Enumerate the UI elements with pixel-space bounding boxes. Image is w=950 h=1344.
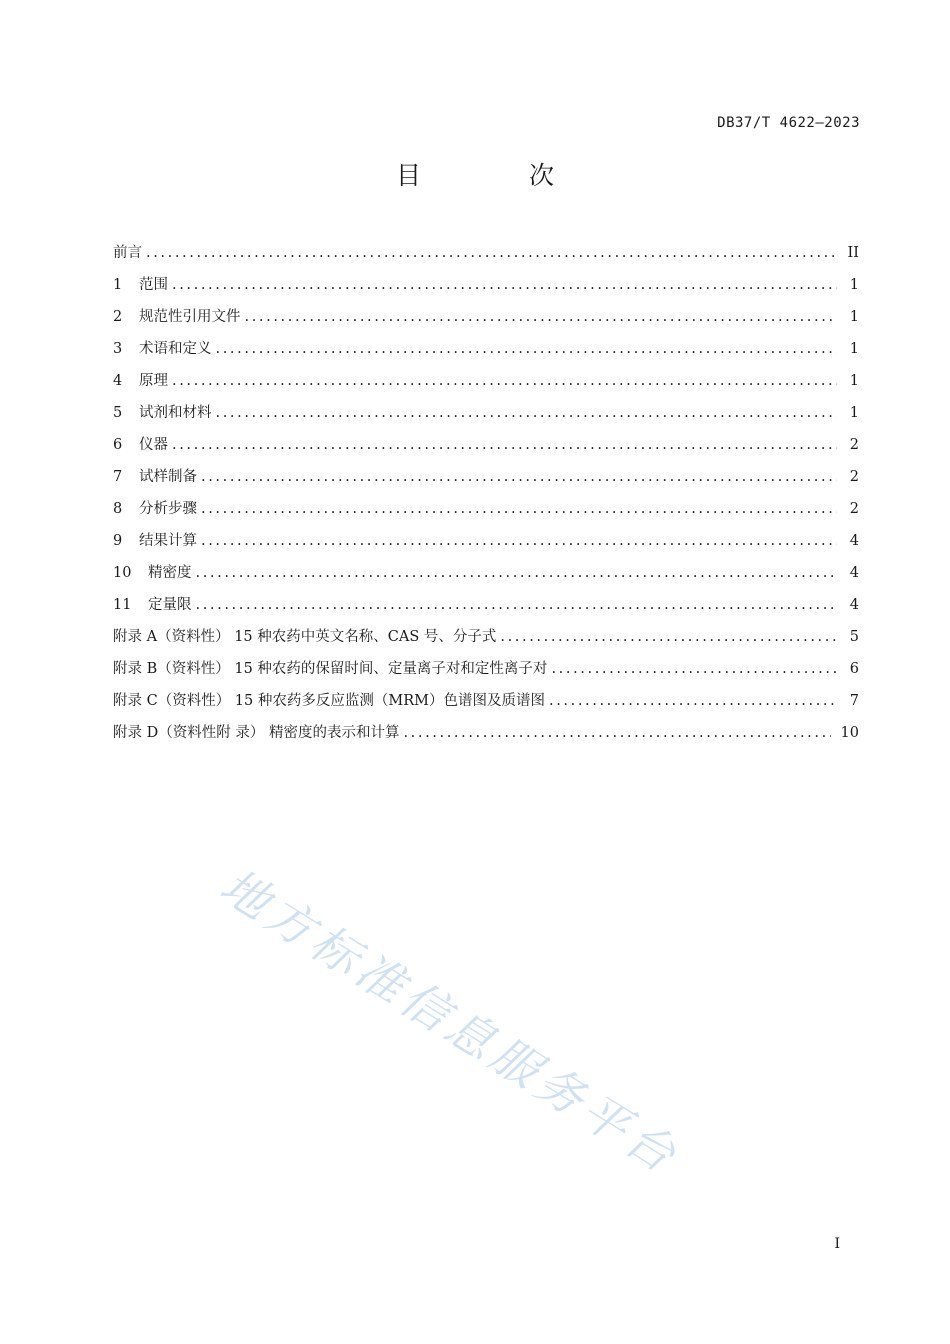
toc-entry-appendix-d[interactable] <box>113 721 859 753</box>
toc-entry-appendix-c[interactable] <box>113 689 859 721</box>
watermark: 地方标准信息服务平台 <box>210 858 690 1186</box>
toc-entry-label: 仪器 <box>139 437 168 453</box>
toc-leader-dots <box>403 725 830 741</box>
toc-page-number: 1 <box>849 405 859 421</box>
toc-leader-dots <box>172 373 837 389</box>
toc-leader-dots <box>216 405 838 421</box>
table-of-contents <box>113 241 859 753</box>
toc-leader-dots <box>172 437 837 453</box>
toc-entry-number: 2 <box>113 309 123 325</box>
toc-entry-8[interactable] <box>113 497 859 529</box>
toc-entry-label: 术语和定义 <box>139 341 212 357</box>
toc-page-number: II <box>847 245 859 261</box>
toc-entry-number: 4 <box>113 373 123 389</box>
toc-entry-label: 附录 B（资料性） 15 种农药的保留时间、定量离子对和定性离子对 <box>113 661 548 677</box>
toc-page-number: 7 <box>849 693 859 709</box>
toc-leader-dots <box>201 501 837 517</box>
toc-entry-number: 1 <box>113 277 123 293</box>
toc-entry-label: 原理 <box>139 373 168 389</box>
toc-entry-number: 5 <box>113 405 123 421</box>
toc-entry-label: 附录 A（资料性） 15 种农药中英文名称、CAS 号、分子式 <box>113 629 497 645</box>
toc-entry-2[interactable] <box>113 305 859 337</box>
toc-page-number: 4 <box>849 565 859 581</box>
toc-entry-number: 11 <box>113 597 132 613</box>
toc-entry-number: 10 <box>113 565 132 581</box>
toc-entry-10[interactable] <box>113 561 859 593</box>
toc-entry-label: 范围 <box>139 277 168 293</box>
toc-entry-appendix-b[interactable] <box>113 657 859 689</box>
toc-leader-dots <box>549 693 837 709</box>
toc-entry-number: 6 <box>113 437 123 453</box>
toc-leader-dots <box>201 469 837 485</box>
toc-page-number: 2 <box>849 501 859 517</box>
toc-entry-label: 附录 D（资料性附 录） 精密度的表示和计算 <box>113 725 400 741</box>
toc-page-number: 1 <box>849 373 859 389</box>
toc-entry-6[interactable] <box>113 433 859 465</box>
toc-page-number: 2 <box>849 469 859 485</box>
toc-entry-label: 试剂和材料 <box>139 405 212 421</box>
toc-entry-7[interactable] <box>113 465 859 497</box>
toc-entry-label: 试样制备 <box>139 469 197 485</box>
document-code: DB37/T 4622—2023 <box>717 115 860 131</box>
toc-leader-dots <box>196 565 838 581</box>
toc-entry-label: 分析步骤 <box>139 501 197 517</box>
toc-page-number: 4 <box>849 597 859 613</box>
toc-page-number: 2 <box>849 437 859 453</box>
toc-entry-label: 结果计算 <box>139 533 197 549</box>
toc-page-number: 10 <box>840 725 859 741</box>
toc-entry-preface[interactable] <box>113 241 859 273</box>
toc-entry-number: 3 <box>113 341 123 357</box>
toc-leader-dots <box>146 245 837 261</box>
toc-entry-label: 精密度 <box>148 565 192 581</box>
toc-leader-dots <box>551 661 837 677</box>
toc-entry-5[interactable] <box>113 401 859 433</box>
toc-entry-number: 7 <box>113 469 123 485</box>
toc-entry-11[interactable] <box>113 593 859 625</box>
toc-leader-dots <box>196 597 838 613</box>
toc-entry-label: 附录 C（资料性） 15 种农药多反应监测（MRM）色谱图及质谱图 <box>113 693 545 709</box>
toc-entry-label: 规范性引用文件 <box>139 309 241 325</box>
toc-page-number: 1 <box>849 341 859 357</box>
toc-leader-dots <box>500 629 837 645</box>
toc-page-number: 6 <box>849 661 859 677</box>
toc-page-number: 1 <box>849 309 859 325</box>
toc-entry-label: 定量限 <box>148 597 192 613</box>
toc-leader-dots <box>201 533 837 549</box>
toc-page-number: 5 <box>849 629 859 645</box>
page-number: I <box>834 1236 840 1252</box>
toc-entry-3[interactable] <box>113 337 859 369</box>
toc-leader-dots <box>172 277 837 293</box>
toc-entry-appendix-a[interactable] <box>113 625 859 657</box>
toc-entry-1[interactable] <box>113 273 859 305</box>
toc-title: 目 次 <box>396 161 604 190</box>
toc-leader-dots <box>216 341 838 357</box>
toc-entry-number: 8 <box>113 501 123 517</box>
toc-leader-dots <box>245 309 838 325</box>
toc-entry-number: 9 <box>113 533 123 549</box>
toc-page-number: 4 <box>849 533 859 549</box>
toc-entry-9[interactable] <box>113 529 859 561</box>
toc-entry-4[interactable] <box>113 369 859 401</box>
toc-entry-label: 前言 <box>113 245 142 261</box>
toc-page-number: 1 <box>849 277 859 293</box>
